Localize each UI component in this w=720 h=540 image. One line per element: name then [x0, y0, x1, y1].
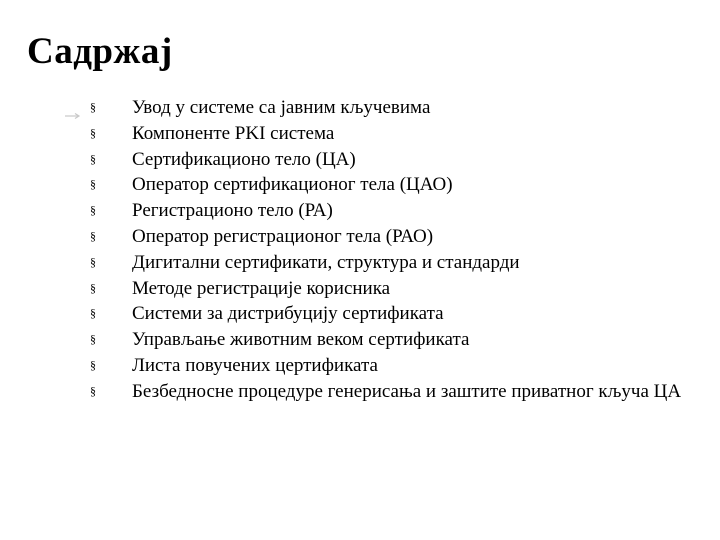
- slide-title: Садржај: [27, 31, 173, 72]
- list-item-text: Безбедносне процедуре генерисања и заштите приватног кључа ЦА: [132, 380, 682, 402]
- bullet-icon: §: [90, 100, 96, 114]
- list-item-text: Регистрационо тело (РА): [132, 200, 333, 222]
- bullet-icon: §: [90, 332, 96, 347]
- list-item: [84, 353, 684, 379]
- list-item-text: Увод у системе са јавним кључевима: [132, 97, 431, 118]
- list-item: [84, 379, 684, 405]
- list-item: [84, 250, 684, 276]
- bullet-icon: §: [90, 306, 96, 321]
- bullet-icon: §: [90, 125, 96, 140]
- list-item-text: Управљање животним веком сертификата: [132, 329, 470, 351]
- bullet-icon: §: [90, 228, 96, 243]
- bullet-icon: §: [90, 357, 96, 372]
- list-item: [84, 327, 684, 353]
- list-item: [84, 95, 684, 121]
- list-item: [84, 198, 684, 224]
- arrow-right-icon: [64, 112, 82, 120]
- list-item-text: Листа повучених цертификата: [132, 354, 378, 376]
- bullet-icon: §: [90, 203, 96, 218]
- list-item: [84, 147, 684, 173]
- list-item-text: Оператор сертификационог тела (ЦАО): [132, 174, 453, 196]
- list-item-text: Сертификационо тело (ЦА): [132, 148, 356, 170]
- list-item: [84, 172, 684, 198]
- bullet-icon: §: [90, 254, 96, 269]
- list-item: [84, 224, 684, 250]
- list-item-text: Дигитални сертификати, структура и стандарди: [132, 251, 520, 273]
- bullet-icon: §: [90, 383, 96, 398]
- bullet-list: [84, 95, 684, 405]
- list-item-text: Оператор регистрационог тела (РАО): [132, 225, 434, 247]
- list-item: [84, 301, 684, 327]
- list-item-text: Системи за дистрибуцију сертификата: [132, 303, 444, 325]
- list-item: [84, 121, 684, 147]
- bullet-icon: §: [90, 177, 96, 192]
- bullet-icon: §: [90, 151, 96, 166]
- list-item: [84, 276, 684, 302]
- bullet-icon: §: [90, 280, 96, 295]
- list-item-text: Компоненте PKI система: [132, 122, 335, 144]
- list-item-text: Методе регистрације корисника: [132, 277, 391, 299]
